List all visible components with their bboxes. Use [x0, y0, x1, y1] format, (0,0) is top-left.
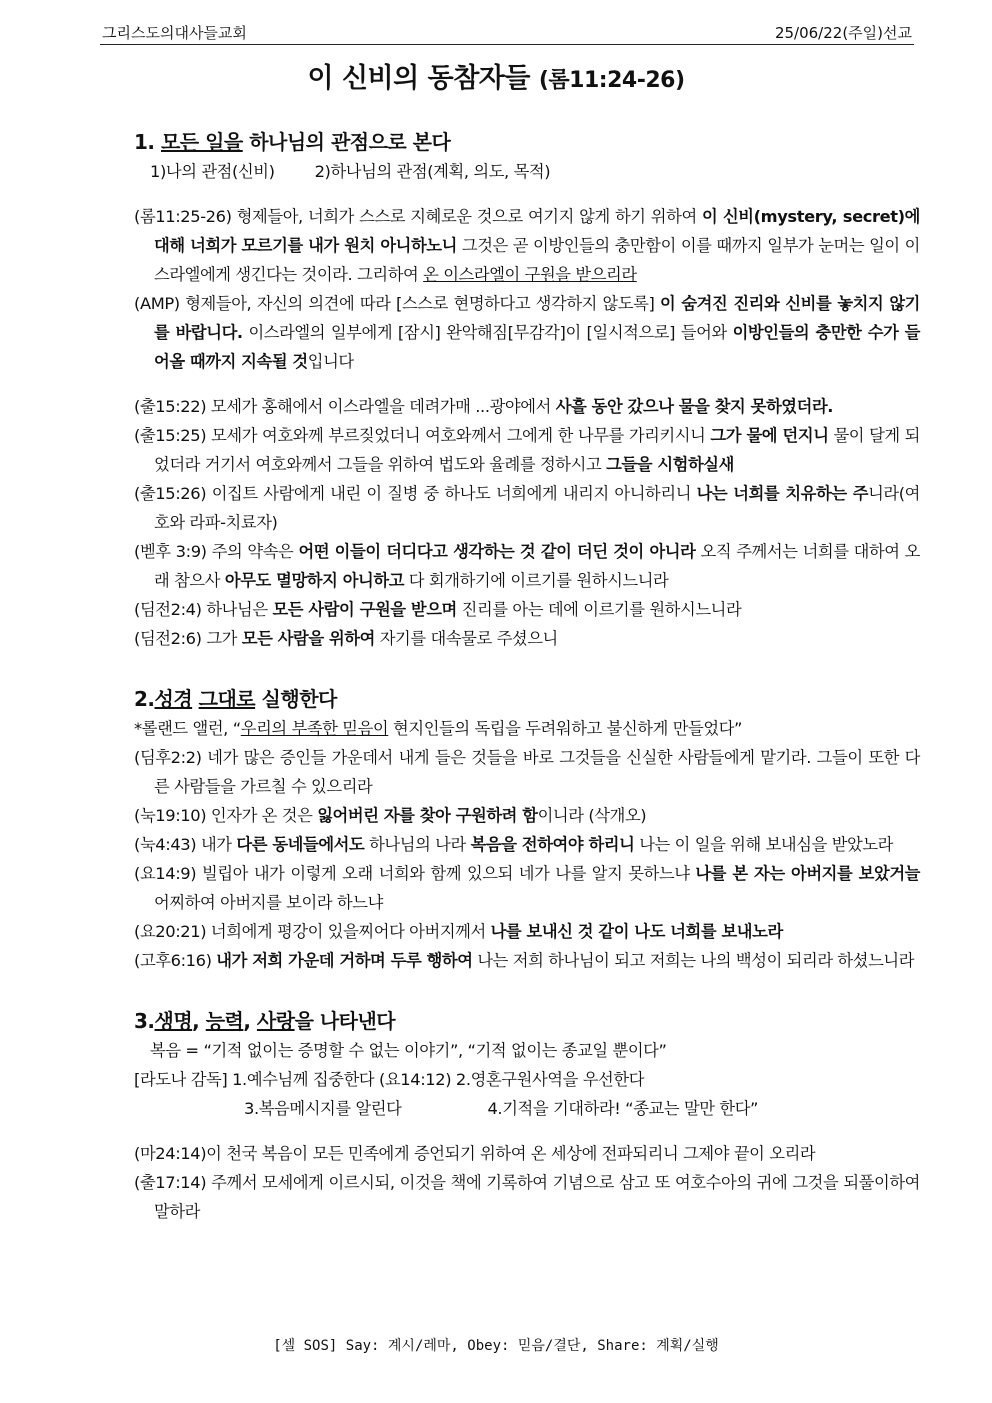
- sermon-date: 25/06/22(주일)선교: [774, 24, 912, 42]
- gospel-definition: 복음 = “기적 없이는 증명할 수 없는 이야기”, “기적 없이는 종교일 뿐이다”: [150, 1041, 667, 1060]
- verse-2cor6-16: (고후6:16) 내가 저희 가운데 거하며 두루 행하여 나는 저희 하나님이 되고 저희는 나의 백성이 되리라 하셨느니라: [134, 951, 915, 970]
- verse-ex15-26: (출15:26) 이집트 사람에게 내린 이 질병 중 하나도 너희에게 내리지 아니하리니 나는 너희를 치유하는 주니라(여호와 라파-치료자): [134, 484, 920, 532]
- perspective-1: 1)나의 관점(신비): [150, 162, 275, 181]
- verse-ex15-22: (출15:22) 모세가 홍해에서 이스라엘을 데려가매 ...광야에서 사흘 동안 갔으나 물을 찾지 못하였더라.: [134, 397, 834, 416]
- radona-list-1: [라도나 감독] 1.예수님께 집중한다 (요14:12) 2.영혼구원사역을 우선한다: [134, 1070, 645, 1089]
- church-name: 그리스도의대사들교회: [102, 24, 247, 42]
- page-title: [0, 56, 992, 95]
- section-3-heading: 3.생명, 능력, 사랑을 나타낸다: [134, 1009, 396, 1033]
- verse-lk19-10: (눅19:10) 인자가 온 것은 잃어버린 자를 찾아 구원하려 함이니라 (삭개오): [134, 806, 647, 825]
- perspective-2: 2)하나님의 관점(계획, 의도, 목적): [314, 162, 551, 181]
- perspective-list: [134, 157, 920, 186]
- section-1-heading: [134, 126, 920, 155]
- title-main: 이 신비의 동참자들: [307, 63, 530, 94]
- page-header: [100, 20, 914, 45]
- verse-1tim2-4: (딤전2:4) 하나님은 모든 사람이 구원을 받으며 진리를 아는 데에 이르기를 원하시느니라: [134, 600, 742, 619]
- verse-1tim2-6: (딤전2:6) 그가 모든 사람을 위하여 자기를 대속물로 주셨으니: [134, 629, 558, 648]
- verse-mt24-14: (마24:14)이 천국 복음이 모든 민족에게 증언되기 위하여 온 세상에 전파되리니 그제야 끝이 오리라: [134, 1144, 816, 1163]
- section-1-heading-rest: 하나님의 관점으로 본다: [242, 130, 451, 154]
- verse-2pet3-9: (벧후 3:9) 주의 약속은 어떤 이들이 더디다고 생각하는 것 같이 더딘 것이 아니라 오직 주께서는 너희를 대하여 오래 참으사 아무도 멸망하지 아니하고 다 회개하기에 이르기를 원하시느니라: [134, 542, 921, 590]
- section-1-number: 1.: [134, 130, 161, 154]
- radona-list-2: 3.복음메시지를 알린다 4.기적을 기대하라! “종교는 말만 한다”: [244, 1099, 759, 1118]
- title-reference: (롬11:24-26): [538, 68, 685, 93]
- section-1-heading-underlined: 모든 일을: [160, 130, 243, 154]
- section-2-heading: 2.성경 그대로 실행한다: [134, 687, 337, 711]
- verse-2tim2-2: (딤후2:2) 네가 많은 증인들 가운데서 내게 들은 것들을 바로 그것들을 신실한 사람들에게 맡기라. 그들이 또한 다른 사람들을 가르칠 수 있으리라: [134, 748, 920, 796]
- verse-ex15-25: (출15:25) 모세가 여호와께 부르짖었더니 여호와께서 그에게 한 나무를 가리키시니 그가 물에 던지니 물이 달게 되었더라 거기서 여호와께서 그들을 위하여 법도와 율례를 정하시고 그들을 시험하실새: [134, 426, 920, 474]
- verse-lk4-43: (눅4:43) 내가 다른 동네들에서도 하나님의 나라 복음을 전하여야 하리니 나는 이 일을 위해 보내심을 받았노라: [134, 835, 894, 854]
- sermon-body: [134, 120, 920, 1226]
- verse-jn20-21: (요20:21) 너희에게 평강이 있을찌어다 아버지께서 나를 보내신 것 같이 나도 너희를 보내노라: [134, 922, 783, 941]
- verse-jn14-9: (요14:9) 빌립아 내가 이렇게 오래 너희와 함께 있으되 네가 나를 알지 못하느냐 나를 본 자는 아버지를 보았거늘 어찌하여 아버지를 보이라 하느냐: [134, 864, 920, 912]
- verse-amp: (AMP) 형제들아, 자신의 의견에 따라 [스스로 현명하다고 생각하지 않도록] 이 숨겨진 진리와 신비를 놓치지 않기를 바랍니다. 이스라엘의 일부에게 [잠시] 완악해짐[무감각]이 [일시적으로] 들어와 이방인들의 충만한 수가 들어올 때까지 지속될 것입니다: [134, 294, 920, 371]
- cell-sos-footer: [셀 SOS] Say: 계시/레마, Obey: 믿음/결단, Share: 계획/실행: [273, 1338, 719, 1354]
- verse-rom11: (롬11:25-26) 형제들아, 너희가 스스로 지혜로운 것으로 여기지 않게 하기 위하여 이 신비(mystery, secret)에 대해 너희가 모르기를 내가 원치 아니하노니 그것은 곧 이방인들의 충만함이 이를 때까지 일부가 눈머는 일이 이스라엘에게 생긴다는 것이라. 그리하여 온 이스라엘이 구원을 받으리라: [134, 207, 920, 284]
- allen-quote: *롤랜드 앨런, “우리의 부족한 믿음이 현지인들의 독립을 두려워하고 불신하게 만들었다”: [134, 719, 743, 738]
- verse-ex17-14: (출17:14) 주께서 모세에게 이르시되, 이것을 책에 기록하여 기념으로 삼고 또 여호수아의 귀에 그것을 되풀이하여 말하라: [134, 1173, 920, 1221]
